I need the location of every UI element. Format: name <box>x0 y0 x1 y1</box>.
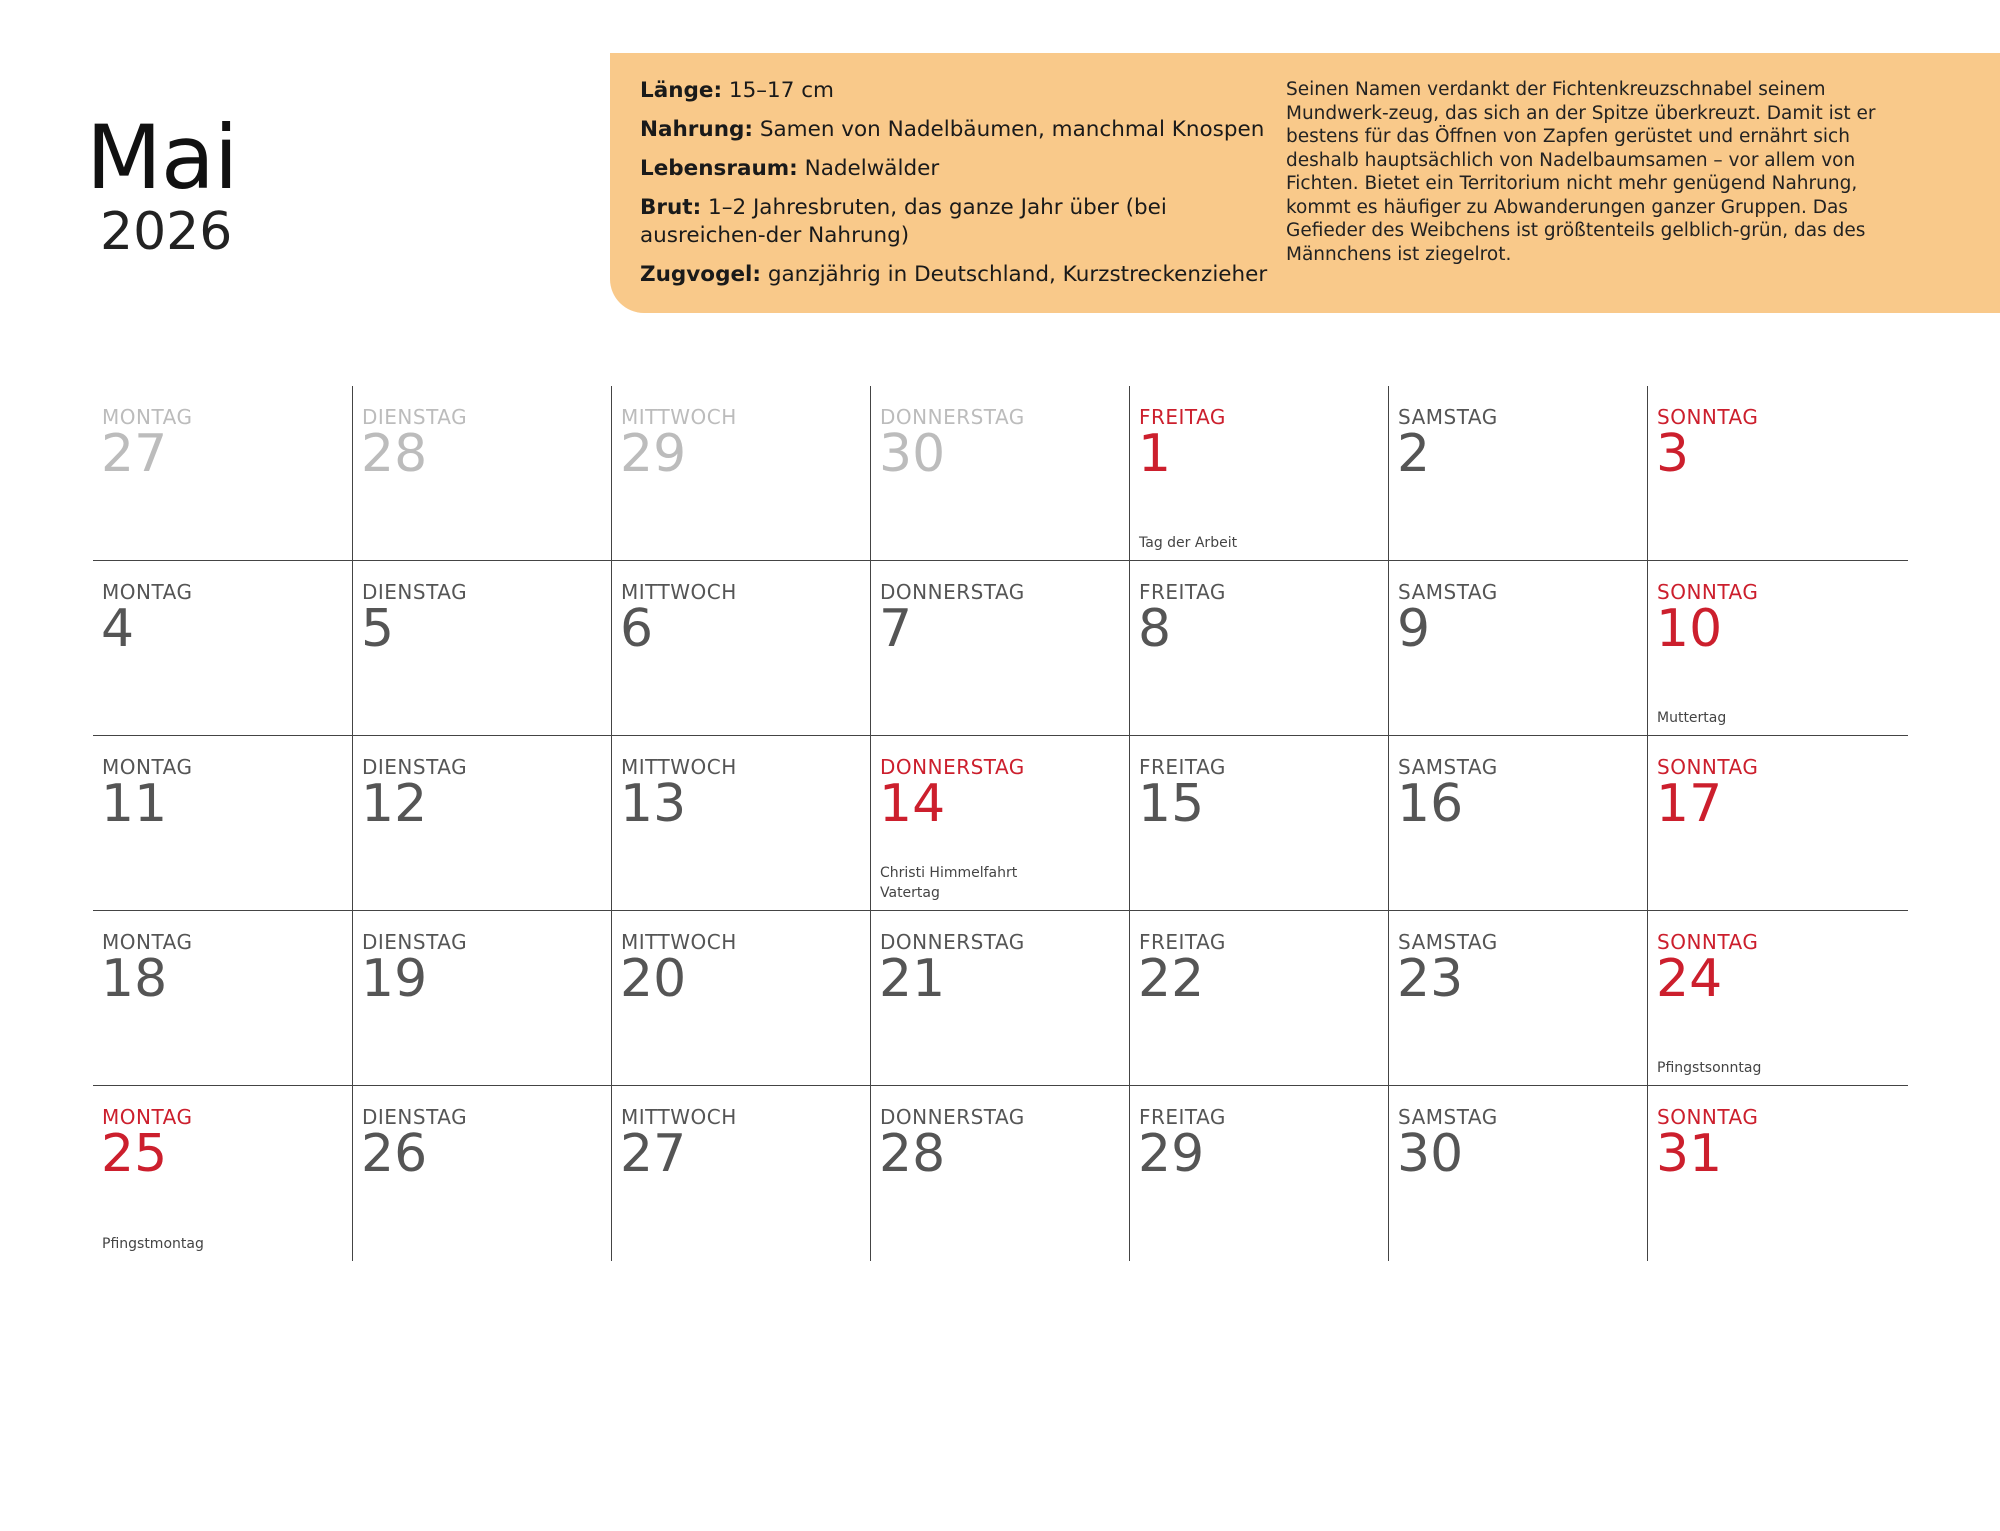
day-number: 23 <box>1397 949 1464 1009</box>
weekday-label: MITTWOCH <box>621 580 737 604</box>
fact-label: Brut: <box>640 195 702 220</box>
weekday-label: FREITAG <box>1139 580 1226 604</box>
calendar-week <box>93 561 1908 736</box>
day-number: 1 <box>1138 424 1172 484</box>
day-number: 12 <box>361 774 428 834</box>
weekday-label: MONTAG <box>102 405 193 429</box>
weekday-label: SAMSTAG <box>1398 1105 1498 1129</box>
day-number: 14 <box>879 774 946 834</box>
day-number: 15 <box>1138 774 1205 834</box>
day-cell[interactable] <box>1129 736 1388 910</box>
fact-value: Nadelwälder <box>797 156 940 181</box>
calendar-week <box>93 386 1908 561</box>
fact-label: Lebensraum: <box>640 156 798 181</box>
holiday-note: Christi Himmelfahrt Vatertag <box>880 865 1018 901</box>
day-number: 27 <box>620 1124 687 1184</box>
weekday-label: DONNERSTAG <box>880 405 1025 429</box>
day-cell[interactable] <box>93 386 352 560</box>
weekday-label: FREITAG <box>1139 405 1226 429</box>
weekday-label: MITTWOCH <box>621 755 737 779</box>
fact-value: ganzjährig in Deutschland, Kurzstreckenzieher <box>761 262 1268 287</box>
day-cell[interactable] <box>870 1086 1129 1261</box>
day-number: 3 <box>1656 424 1690 484</box>
day-cell[interactable] <box>352 911 611 1085</box>
day-number: 30 <box>1397 1124 1464 1184</box>
day-cell[interactable] <box>1129 911 1388 1085</box>
weekday-label: SAMSTAG <box>1398 580 1498 604</box>
fact-label: Zugvogel: <box>640 262 762 287</box>
weekday-label: DIENSTAG <box>362 755 468 779</box>
weekday-label: SAMSTAG <box>1398 755 1498 779</box>
fact-habitat <box>640 155 1270 183</box>
weekday-label: SONNTAG <box>1657 1105 1759 1129</box>
month-title <box>86 108 237 262</box>
day-cell[interactable] <box>1388 386 1647 560</box>
bird-facts <box>640 77 1270 300</box>
day-cell[interactable] <box>352 386 611 560</box>
day-cell[interactable] <box>93 911 352 1085</box>
fact-food <box>640 116 1270 144</box>
weekday-label: SONNTAG <box>1657 930 1759 954</box>
weekday-label: MITTWOCH <box>621 1105 737 1129</box>
month-year: 2026 <box>100 202 233 262</box>
fact-migration <box>640 261 1270 289</box>
weekday-label: MONTAG <box>102 755 193 779</box>
weekday-label: DIENSTAG <box>362 580 468 604</box>
weekday-label: DONNERSTAG <box>880 755 1025 779</box>
calendar-grid <box>93 386 1908 1261</box>
calendar-week <box>93 1086 1908 1261</box>
day-cell[interactable] <box>1388 911 1647 1085</box>
day-cell[interactable] <box>611 561 870 735</box>
day-number: 29 <box>1138 1124 1205 1184</box>
bird-info-panel <box>610 53 2000 313</box>
day-cell[interactable] <box>1647 561 1908 735</box>
day-number: 5 <box>361 599 395 659</box>
day-cell[interactable] <box>870 561 1129 735</box>
day-number: 19 <box>361 949 428 1009</box>
day-number: 2 <box>1397 424 1431 484</box>
day-number: 30 <box>879 424 946 484</box>
weekday-label: SONNTAG <box>1657 405 1759 429</box>
day-number: 18 <box>101 949 168 1009</box>
day-cell[interactable] <box>93 1086 352 1261</box>
holiday-note: Tag der Arbeit <box>1139 535 1238 551</box>
day-number: 6 <box>620 599 654 659</box>
fact-breeding <box>640 194 1270 250</box>
weekday-label: DIENSTAG <box>362 930 468 954</box>
day-number: 24 <box>1656 949 1723 1009</box>
weekday-label: DONNERSTAG <box>880 580 1025 604</box>
day-number: 17 <box>1656 774 1723 834</box>
holiday-note: Pfingstsonntag <box>1657 1060 1762 1076</box>
day-cell[interactable] <box>1647 911 1908 1085</box>
fact-value: 15–17 cm <box>722 78 834 103</box>
weekday-label: DONNERSTAG <box>880 1105 1025 1129</box>
holiday-note: Muttertag <box>1657 710 1727 726</box>
weekday-label: SONNTAG <box>1657 580 1759 604</box>
weekday-label: MITTWOCH <box>621 930 737 954</box>
day-number: 31 <box>1656 1124 1723 1184</box>
weekday-label: FREITAG <box>1139 930 1226 954</box>
day-cell[interactable] <box>1129 386 1388 560</box>
day-cell[interactable] <box>93 736 352 910</box>
day-cell[interactable] <box>1647 736 1908 910</box>
day-number: 11 <box>101 774 168 834</box>
weekday-label: DIENSTAG <box>362 405 468 429</box>
day-number: 9 <box>1397 599 1431 659</box>
fact-label: Länge: <box>640 78 723 103</box>
month-name: Mai <box>86 106 238 209</box>
weekday-label: DONNERSTAG <box>880 930 1025 954</box>
day-cell[interactable] <box>352 736 611 910</box>
fact-value: 1–2 Jahresbruten, das ganze Jahr über (bei ausreichen-der Nahrung) <box>640 195 1167 248</box>
day-cell[interactable] <box>93 561 352 735</box>
weekday-label: SAMSTAG <box>1398 930 1498 954</box>
fact-length <box>640 77 1270 105</box>
day-cell[interactable] <box>352 561 611 735</box>
day-number: 7 <box>879 599 913 659</box>
day-number: 16 <box>1397 774 1464 834</box>
day-cell[interactable] <box>1388 1086 1647 1261</box>
day-cell[interactable] <box>1388 561 1647 735</box>
day-cell[interactable] <box>1647 1086 1908 1261</box>
day-cell[interactable] <box>870 911 1129 1085</box>
weekday-label: SONNTAG <box>1657 755 1759 779</box>
day-number: 22 <box>1138 949 1205 1009</box>
day-cell[interactable] <box>611 736 870 910</box>
weekday-label: FREITAG <box>1139 755 1226 779</box>
fact-label: Nahrung: <box>640 117 754 142</box>
day-number: 26 <box>361 1124 428 1184</box>
day-cell[interactable] <box>352 1086 611 1261</box>
weekday-label: MONTAG <box>102 1105 193 1129</box>
weekday-label: FREITAG <box>1139 1105 1226 1129</box>
calendar-week <box>93 736 1908 911</box>
weekday-label: MITTWOCH <box>621 405 737 429</box>
day-cell[interactable] <box>611 1086 870 1261</box>
day-number: 13 <box>620 774 687 834</box>
weekday-label: MONTAG <box>102 580 193 604</box>
day-cell[interactable] <box>1647 386 1908 560</box>
day-cell[interactable] <box>611 911 870 1085</box>
day-cell[interactable] <box>1388 736 1647 910</box>
day-number: 8 <box>1138 599 1172 659</box>
day-number: 10 <box>1656 599 1723 659</box>
day-cell[interactable] <box>611 386 870 560</box>
day-number: 28 <box>879 1124 946 1184</box>
weekday-label: MONTAG <box>102 930 193 954</box>
day-number: 21 <box>879 949 946 1009</box>
day-number: 4 <box>101 599 135 659</box>
holiday-note: Pfingstmontag <box>102 1236 204 1252</box>
day-cell[interactable] <box>870 736 1129 910</box>
day-number: 28 <box>361 424 428 484</box>
day-number: 25 <box>101 1124 168 1184</box>
weekday-label: DIENSTAG <box>362 1105 468 1129</box>
day-number: 20 <box>620 949 687 1009</box>
day-cell[interactable] <box>1129 1086 1388 1261</box>
calendar-week <box>93 911 1908 1086</box>
weekday-label: SAMSTAG <box>1398 405 1498 429</box>
day-number: 27 <box>101 424 168 484</box>
fact-value: Samen von Nadelbäumen, manchmal Knospen <box>753 117 1265 142</box>
day-cell[interactable] <box>870 386 1129 560</box>
bird-description: Seinen Namen verdankt der Fichtenkreuzschnabel seinem Mundwerk-zeug, das sich an der Spitze überkreuzt. Damit ist er bestens für das Öffnen von Zapfen gerüstet und ernährt sich deshalb hauptsächlich von Nadelbaumsamen – vor allem von Fichten. Bietet ein Territorium nicht mehr genügend Nahrung, kommt es häufiger zu Abwanderungen ganzer Gruppen. Das Gefieder des Weibchens ist größtenteils gelblich-grün, das des Männchens ist ziegelrot. <box>1286 79 1876 265</box>
day-number: 29 <box>620 424 687 484</box>
day-cell[interactable] <box>1129 561 1388 735</box>
